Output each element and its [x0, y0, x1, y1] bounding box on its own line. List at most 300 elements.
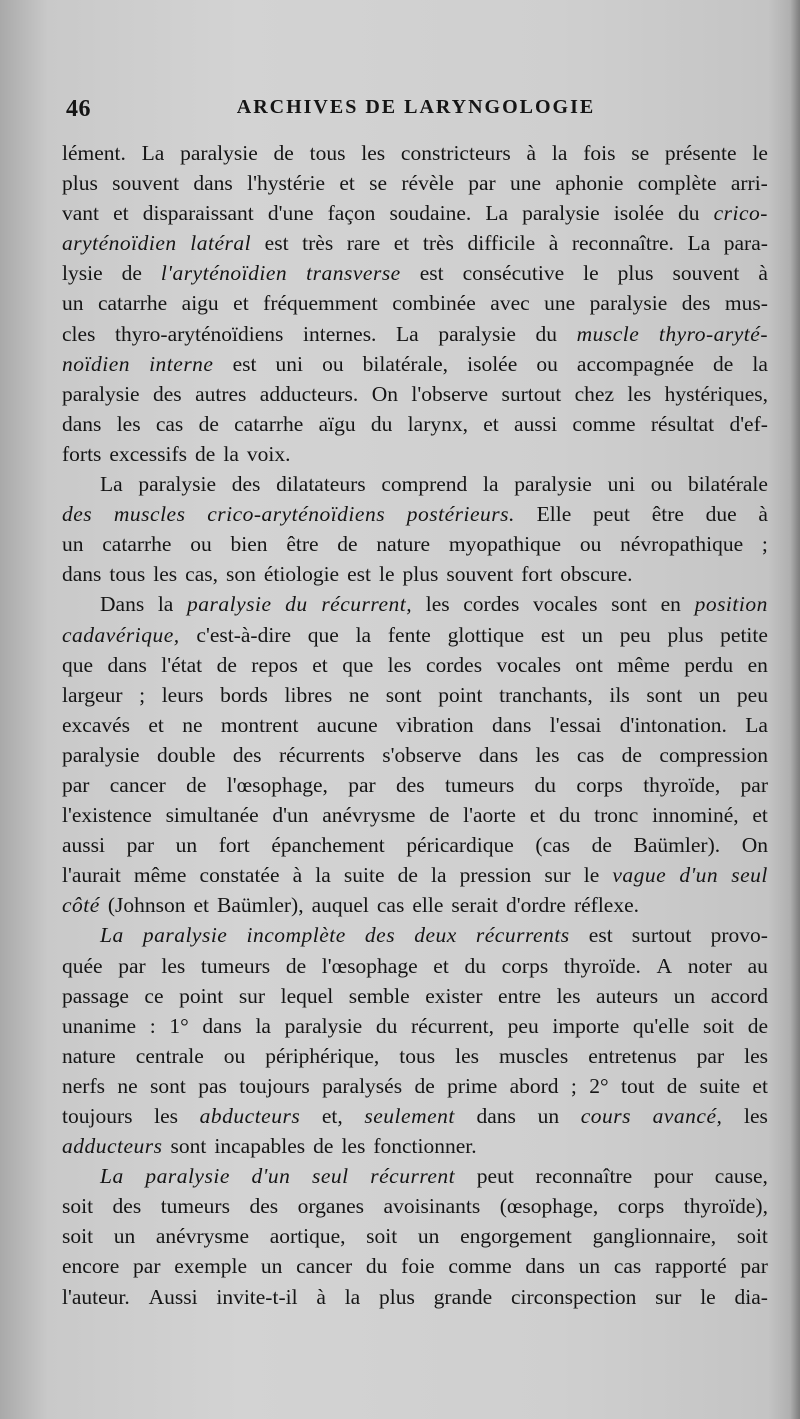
word: est: [588, 923, 613, 948]
word: peut: [476, 1164, 514, 1189]
word: névropathique: [620, 532, 744, 557]
word: vocales: [533, 592, 598, 617]
word: cause,: [714, 1164, 768, 1189]
word: para-: [723, 231, 768, 256]
italic-word: des: [62, 502, 93, 527]
word: par: [133, 1254, 161, 1279]
word: ne: [117, 1073, 138, 1098]
word: étiologie: [263, 562, 340, 587]
italic-word: paralysie: [142, 923, 228, 948]
word: souvent: [672, 261, 740, 286]
word: un: [673, 983, 696, 1008]
text-line: [62, 529, 768, 559]
word: accompagnée: [576, 351, 694, 376]
word: soit: [62, 1224, 94, 1249]
word: sur: [655, 1284, 682, 1309]
word: d'intonation.: [619, 712, 727, 737]
word: aphonie: [555, 171, 624, 196]
word: corps: [576, 772, 623, 797]
text-line: [62, 1131, 768, 1161]
italic-word: l'aryténoïdien: [160, 261, 288, 286]
word: engorgement: [460, 1224, 572, 1249]
word: et: [752, 803, 768, 828]
word: paralysie: [284, 1013, 363, 1038]
text-line: [62, 800, 768, 830]
italic-word: cours: [580, 1104, 631, 1128]
italic-word: muscle: [576, 321, 640, 346]
word: les: [744, 1043, 768, 1068]
text-line: [62, 168, 768, 198]
word: soudaine.: [389, 201, 472, 226]
word: dans: [107, 652, 147, 677]
word: être: [651, 502, 684, 527]
word: de: [666, 1073, 688, 1098]
word: aortique,: [269, 1224, 346, 1249]
word: anévrysme: [155, 1224, 250, 1249]
text-line: [62, 319, 768, 349]
word: être: [286, 532, 319, 557]
word: ou: [190, 532, 212, 557]
word: La: [745, 712, 768, 737]
word: tumeurs: [444, 772, 515, 797]
word: que: [62, 652, 94, 677]
word: cas: [376, 893, 405, 918]
word: abord: [509, 1073, 559, 1098]
word: la: [752, 351, 768, 376]
italic-word: latéral: [190, 231, 252, 256]
word: sont: [385, 682, 422, 707]
word: fort: [218, 833, 250, 858]
word: son: [225, 562, 256, 587]
word: (Johnson: [107, 893, 186, 918]
word: la: [344, 1284, 361, 1309]
word: On: [371, 381, 398, 406]
word: passage: [62, 983, 129, 1008]
word: rapporté: [655, 1254, 727, 1279]
word: due: [705, 502, 737, 527]
word: de: [414, 1073, 435, 1098]
word: d'une: [267, 201, 314, 226]
word: pour: [653, 1164, 694, 1189]
word: cas: [613, 1254, 642, 1279]
italic-word: seulement: [364, 1104, 455, 1128]
word: entretenus: [588, 1043, 677, 1068]
word: le: [378, 562, 395, 587]
word: point: [438, 682, 483, 707]
text-line: [62, 680, 768, 710]
word: muscles: [499, 1043, 569, 1068]
word: la: [483, 472, 499, 497]
word: du: [464, 953, 486, 978]
word: plus: [62, 171, 98, 196]
word: les: [627, 381, 652, 406]
word: dilatateurs: [276, 472, 366, 497]
word: récurrents: [278, 742, 365, 767]
text-line: [62, 1041, 768, 1071]
word: tumeurs: [160, 1194, 230, 1219]
word: fonctionner.: [373, 1134, 477, 1159]
word: compression: [659, 742, 768, 767]
word: à: [292, 863, 303, 888]
word: La: [485, 201, 509, 226]
italic-word: récurrent: [370, 1164, 456, 1189]
word: dans: [193, 171, 233, 196]
word: Elle: [536, 502, 572, 527]
word: et: [529, 803, 546, 828]
word: toujours: [62, 1104, 133, 1128]
word: cordes: [463, 592, 520, 617]
word: A: [656, 953, 673, 978]
word: vant: [62, 201, 100, 226]
word: et: [233, 291, 249, 316]
word: mus-: [724, 291, 768, 316]
word: cancer: [109, 772, 166, 797]
word: forts: [62, 441, 102, 466]
word: tous: [399, 1043, 436, 1068]
word: obscure.: [560, 562, 633, 587]
word: surtout: [501, 381, 562, 406]
word: par: [696, 1043, 725, 1068]
text-line: [62, 258, 768, 288]
word: bords: [220, 682, 268, 707]
word: paralysie: [62, 742, 140, 767]
word: myopathique: [448, 532, 562, 557]
word: un: [62, 291, 84, 316]
word: tranchants,: [499, 682, 593, 707]
word: de: [186, 772, 207, 797]
word: façon: [327, 201, 376, 226]
word: les: [455, 1043, 480, 1068]
word: à: [526, 141, 537, 165]
word: très: [422, 231, 454, 256]
word: la: [355, 622, 372, 647]
word: qu'elle: [632, 1013, 690, 1038]
word: très: [302, 231, 334, 256]
word: chez: [574, 381, 614, 406]
word: lequel: [280, 983, 334, 1008]
word: perdu: [684, 652, 734, 677]
italic-word: paralysie: [145, 1164, 230, 1189]
word: récurrent,: [411, 1013, 495, 1038]
italic-word: crico-: [713, 201, 768, 226]
text-line: [62, 1071, 768, 1101]
italic-word: d'un: [679, 863, 719, 888]
text-line: [62, 860, 768, 890]
word: innominé,: [652, 803, 739, 828]
word: consécutive: [462, 261, 565, 286]
word: libres: [284, 682, 333, 707]
word: peu: [507, 1013, 539, 1038]
word: la: [255, 1013, 271, 1038]
italic-word: incomplète: [246, 923, 346, 948]
word: à: [758, 502, 768, 527]
word: que: [342, 652, 374, 677]
word: Aussi: [148, 1284, 198, 1309]
word: cas: [576, 742, 605, 767]
word: du: [365, 1254, 388, 1279]
word: un: [175, 833, 198, 858]
word: s'observe: [382, 742, 462, 767]
word: fort: [521, 562, 553, 587]
word: et: [193, 893, 209, 918]
word: glottique: [447, 622, 525, 647]
word: voix.: [246, 441, 291, 466]
word: ;: [761, 532, 768, 557]
word: adducteurs.: [259, 381, 359, 406]
word: et: [113, 201, 129, 226]
word: paralysie: [589, 291, 668, 316]
word: la: [223, 441, 239, 466]
word: et: [312, 652, 328, 677]
italic-word: avancé,: [652, 1104, 723, 1128]
word: :: [149, 1013, 156, 1038]
word: de: [337, 532, 358, 557]
word: des: [112, 1194, 142, 1219]
word: corps: [617, 1194, 665, 1219]
word: l'œsophage,: [226, 772, 328, 797]
word: incapables: [214, 1134, 306, 1159]
word: des: [232, 742, 262, 767]
word: au: [747, 953, 768, 978]
word: le: [752, 141, 768, 165]
word: plus: [667, 622, 704, 647]
word: encore: [62, 1254, 120, 1279]
word: l'essai: [549, 712, 602, 737]
text-line: [62, 559, 768, 589]
italic-word: récurrents: [475, 923, 570, 948]
word: surtout: [631, 923, 692, 948]
word: nature: [62, 1043, 116, 1068]
word: paralysie: [62, 381, 140, 406]
word: des: [249, 1194, 279, 1219]
word: combinée: [392, 291, 476, 316]
word: de: [397, 863, 418, 888]
word: de: [198, 411, 219, 436]
word: paralysés: [322, 1073, 403, 1098]
word: les: [425, 592, 450, 617]
word: vocales: [496, 652, 561, 677]
word: révèle: [401, 171, 454, 196]
word: du: [678, 201, 700, 226]
word: l'aorte: [463, 803, 516, 828]
text-line: [62, 1101, 768, 1131]
word: le: [583, 261, 599, 286]
word: sont: [150, 1073, 186, 1098]
word: difficile: [467, 231, 536, 256]
word: à: [548, 231, 559, 256]
text-line: [62, 1161, 768, 1191]
italic-word: du: [285, 592, 308, 617]
word: reconnaître.: [571, 231, 674, 256]
word: des: [153, 381, 182, 406]
word: des: [395, 772, 425, 797]
italic-word: interne: [149, 351, 214, 376]
word: (cas: [535, 833, 571, 858]
word: largeur: [62, 682, 123, 707]
word: réflexe.: [573, 893, 639, 918]
word: fois: [583, 141, 616, 165]
word: lysie: [62, 261, 103, 286]
word: du: [370, 411, 393, 436]
word: isolée: [613, 201, 664, 226]
word: l'observe: [411, 381, 489, 406]
word: avec: [490, 291, 530, 316]
word: constricteurs: [400, 141, 511, 165]
word: un: [698, 682, 721, 707]
word: comme: [572, 411, 636, 436]
text-line: [62, 890, 768, 920]
word: les: [387, 652, 412, 677]
word: noter: [687, 953, 732, 978]
word: par: [118, 953, 146, 978]
journal-title: ARCHIVES DE LARYNGOLOGIE: [236, 96, 596, 118]
word: La: [687, 231, 711, 256]
word: sont: [170, 1134, 207, 1159]
text-line: [62, 1011, 768, 1041]
word: uni: [607, 472, 636, 497]
word: tout: [620, 1073, 655, 1098]
word: les: [161, 953, 186, 978]
word: et: [393, 231, 410, 256]
word: entre: [498, 983, 542, 1008]
word: suite: [699, 1073, 741, 1098]
word: plus: [402, 562, 439, 587]
text-line: [62, 1251, 768, 1281]
word: thyroïde,: [643, 772, 721, 797]
word: autres: [195, 381, 247, 406]
word: auteurs: [596, 983, 659, 1008]
word: par: [126, 833, 155, 858]
word: suite: [343, 863, 385, 888]
word: et: [339, 171, 355, 196]
italic-word: récurrent,: [321, 592, 413, 617]
word: soit: [366, 1224, 398, 1249]
word: cordes: [425, 652, 483, 677]
word: dans: [491, 712, 532, 737]
word: tumeurs: [200, 953, 271, 978]
word: isolée: [467, 351, 518, 376]
word: serait: [451, 893, 498, 918]
word: résultat: [650, 411, 715, 436]
word: souvent: [446, 562, 514, 587]
word: de: [313, 1134, 334, 1159]
word: plus: [617, 261, 654, 286]
word: d'un: [272, 803, 309, 828]
italic-word: muscles: [113, 502, 186, 527]
word: invite-t-il: [216, 1284, 298, 1309]
text-line: [62, 1191, 768, 1221]
word: et: [483, 411, 499, 436]
text-line: [62, 620, 768, 650]
word: les: [535, 742, 560, 767]
word: thyroïde),: [683, 1194, 768, 1219]
word: péricardique: [406, 833, 514, 858]
word: semble: [348, 983, 410, 1008]
word: est: [347, 562, 371, 587]
word: et: [752, 1073, 768, 1098]
word: comprend: [381, 472, 468, 497]
word: par: [740, 1254, 768, 1279]
word: aïgu: [318, 411, 356, 436]
word: l'aurait: [62, 863, 121, 888]
word: un: [417, 1224, 440, 1249]
word: ;: [570, 1073, 577, 1098]
word: thyroïde.: [563, 953, 641, 978]
word: cas: [155, 411, 184, 436]
word: sur: [544, 863, 571, 888]
word: périphérique,: [265, 1043, 380, 1068]
word: reconnaître: [535, 1164, 633, 1189]
text-line: [62, 349, 768, 379]
text-line: [62, 379, 768, 409]
word: sont: [611, 592, 647, 617]
italic-word: transverse: [306, 261, 401, 286]
word: Baümler),: [217, 893, 304, 918]
word: ou: [322, 351, 344, 376]
word: ou: [536, 351, 558, 376]
word: l'hystérie: [247, 171, 325, 196]
word: ont: [575, 652, 603, 677]
italic-word: cadavérique,: [62, 622, 180, 647]
italic-word: abducteurs: [199, 1104, 301, 1128]
word: catarrhe: [234, 411, 304, 436]
word: internes.: [303, 321, 377, 346]
text-line: [62, 981, 768, 1011]
word: auquel: [311, 893, 369, 918]
word: fente: [387, 622, 431, 647]
italic-word: seul: [731, 863, 768, 888]
body-text: [62, 138, 768, 1312]
word: paralysie: [138, 472, 216, 497]
word: 1°: [169, 1013, 189, 1038]
word: de: [216, 652, 237, 677]
word: exister: [425, 983, 483, 1008]
word: est: [419, 261, 444, 286]
word: les: [556, 983, 581, 1008]
italic-word: côté: [62, 893, 100, 918]
word: bilatérale,: [362, 351, 449, 376]
word: prime: [447, 1073, 498, 1098]
word: le: [583, 863, 600, 888]
word: hystériques,: [664, 381, 768, 406]
word: aussi: [62, 833, 105, 858]
word: excessifs: [109, 441, 188, 466]
word: importe: [552, 1013, 620, 1038]
word: soit: [702, 1013, 735, 1038]
word: les: [116, 411, 141, 436]
word: un: [581, 622, 603, 647]
word: pas: [198, 1073, 227, 1098]
word: la: [315, 863, 331, 888]
word: circonspection: [510, 1284, 637, 1309]
page-number: 46: [66, 96, 91, 122]
word: par: [468, 171, 496, 196]
word: les: [153, 562, 178, 587]
italic-word: seul: [311, 1164, 349, 1189]
word: soit: [62, 1194, 94, 1219]
italic-word: d'un: [251, 1164, 291, 1189]
word: les: [154, 1104, 179, 1128]
text-line: [62, 409, 768, 439]
word: de: [429, 803, 450, 828]
word: La: [396, 321, 419, 346]
word: elle: [412, 893, 444, 918]
italic-word: noïdien: [62, 351, 130, 376]
word: catarrhe: [102, 532, 172, 557]
word: foie: [401, 1254, 435, 1279]
word: par: [62, 772, 90, 797]
word: les: [341, 1134, 366, 1159]
